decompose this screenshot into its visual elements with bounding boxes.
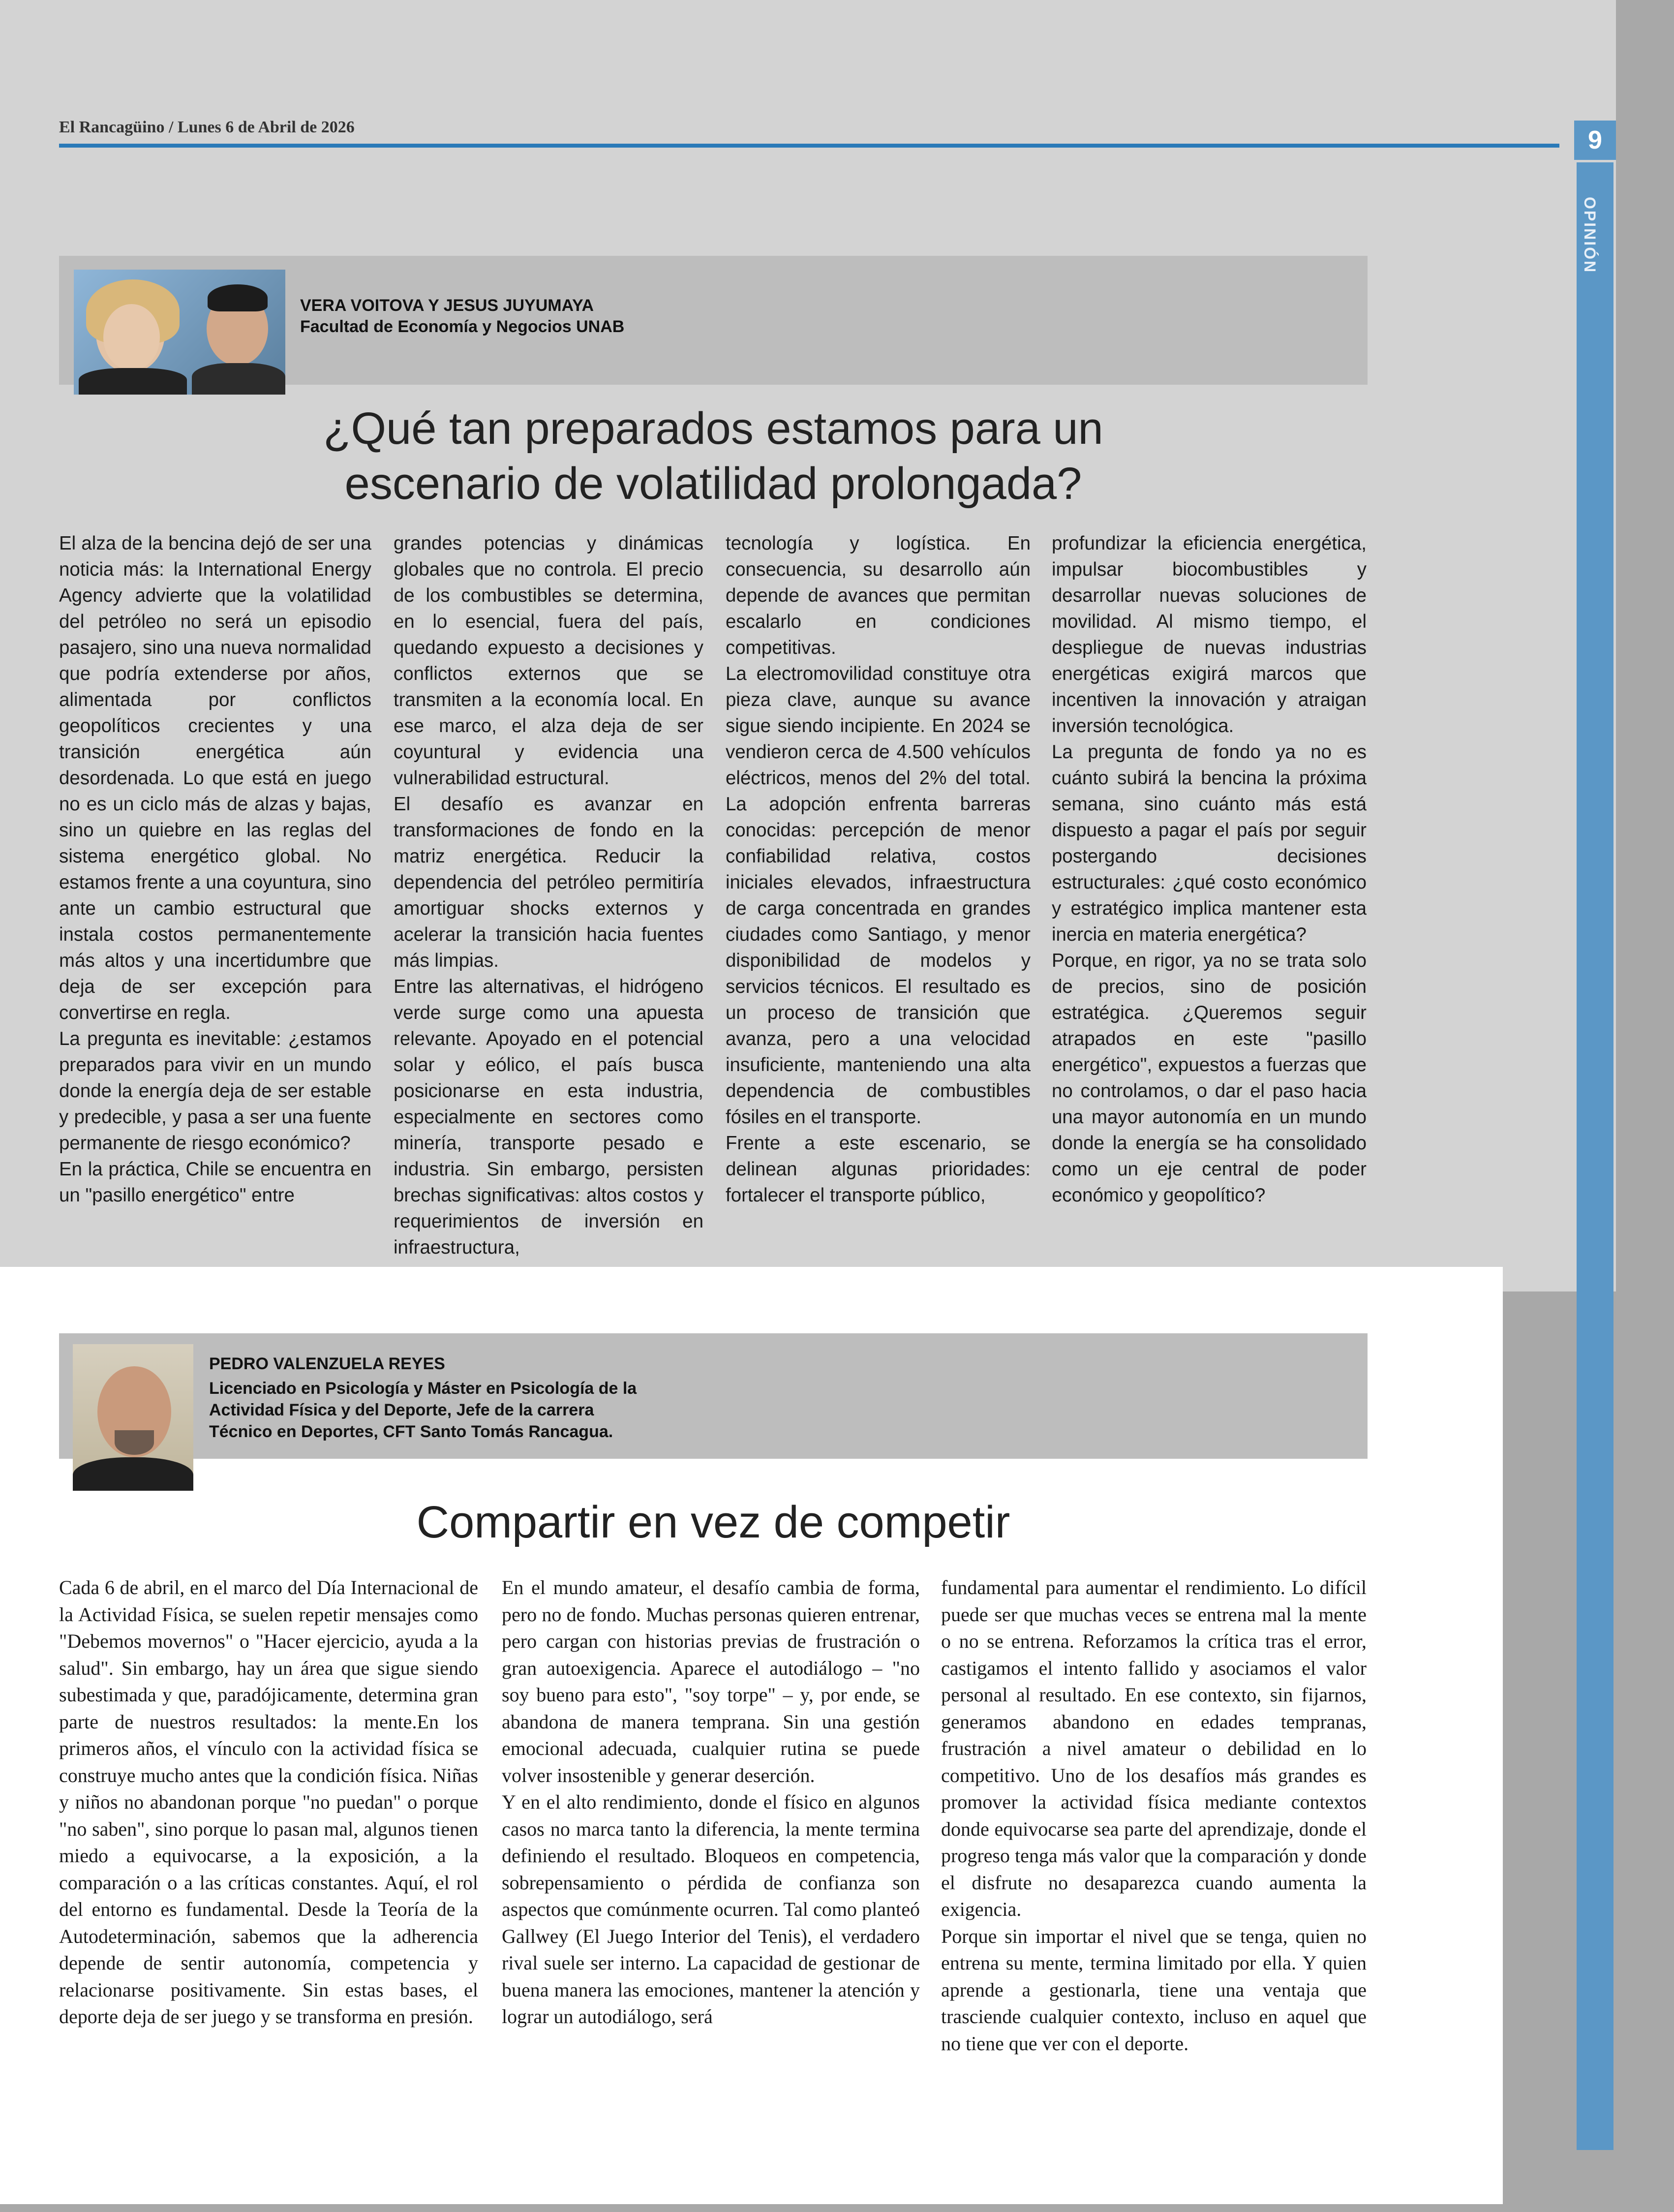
article2-column-1: [59, 1574, 478, 2030]
author-beard: [115, 1430, 154, 1455]
authors-photo: [74, 270, 285, 395]
article2-column-2-text: En el mundo amateur, el desafío cambia de forma, pero no de fondo. Muchas personas quieren entrenar, pero cargan con historias previas de frustración o gran autoexigencia. Aparece el autodiálogo – "no soy bueno para esto", "soy torpe" – y, por ende, se abandona de manera temprana. Sin una gestión emocional adecuada, cualquier rutina se puede volver insostenible y generar deserción. Y en el alto rendimiento, donde el físico en algunos casos no marca tanto la diferencia, la mente termina definiendo el resultado. Bloqueos en competencia, sobrepensamiento o pérdida de confianza son aspectos que comúnmente ocurren. Tal como planteó Gallwey (El Juego Interior del Tenis), el verdadero rival suele ser interno. La capacidad de gestionar de buena manera las emociones, mantener la atención y lograr un autodiálogo, será: [502, 1576, 920, 2028]
article2-column-2: [502, 1574, 920, 2030]
article1-authors: VERA VOITOVA Y JESUS JUYUMAYA: [300, 296, 594, 315]
article1-column-4-text: profundizar la eficiencia energética, impulsar biocombustibles y desarrollar nuevas soluciones de movilidad. Al mismo tiempo, el despliegue de nuevas industrias energéticas exigirá marcos que incentiven la innovación y atraigan inversión tecnológica. La pregunta de fondo ya no es cuánto subirá la bencina la próxima semana, sino cuánto más está dispuesto a pagar el país por seguir postergando decisiones estructurales: ¿qué costo económico y estratégico implica mantener esta inercia en materia energética? Porque, en rigor, ya no se trata solo de precios, sino de posición estratégica. ¿Queremos seguir atrapados en este "pasillo energético", expuestos a fuerzas que no controlamos, o dar el paso hacia una mayor autonomía en un mundo donde la energía se ha consolidado como un eje central de poder económico y geopolítico?: [1052, 533, 1367, 1206]
section-sidebar: [1577, 162, 1613, 2150]
article1-column-4: [1052, 530, 1367, 1208]
article2-affiliation: Licenciado en Psicología y Máster en Psicología de la Actividad Física y del Deporte, Jefe de la carrera Técnico en Deportes, CFT Santo Tomás Rancagua.: [209, 1379, 637, 1441]
author-face-1b: [103, 304, 160, 370]
author-body-2: [192, 363, 285, 395]
article1-column-2: [394, 530, 703, 1260]
article1-column-2-text: grandes potencias y dinámicas globales que no controla. El precio de los combustibles se determina, en lo esencial, fuera del país, quedando expuesto a decisiones y conflictos externos que se transmiten a la economía local. En ese marco, el alza deja de ser coyuntural y evidencia una vulnerabilidad estructural. El desafío es avanzar en transformaciones de fondo en la matriz energética. Reducir la dependencia del petróleo permitiría amortiguar shocks externos y acelerar la transición hacia fuentes más limpias. Entre las alternativas, el hidrógeno verde surge como una apuesta relevante. Apoyado en el potencial solar y eólico, el país busca posicionarse en esta industria, especialmente en sectores como minería, transporte pesado e industria. Sin embargo, persisten brechas significativas: altos costos y requerimientos de inversión en infraestructura,: [394, 533, 703, 1258]
author-body: [73, 1457, 193, 1491]
header-rule: [59, 144, 1559, 148]
page-number: 9: [1574, 121, 1616, 160]
article2-column-3: [941, 1574, 1367, 2057]
page-header: [59, 118, 1559, 148]
article2-author: PEDRO VALENZUELA REYES: [209, 1354, 445, 1373]
article1-column-1: [59, 530, 371, 1208]
author-body-1: [79, 368, 187, 395]
article1-title: ¿Qué tan preparados estamos para un escenario de volatilidad prolongada?: [323, 403, 1103, 509]
publication-line: El Rancagüino / Lunes 6 de Abril de 2026: [59, 118, 355, 136]
article1-affiliation: Facultad de Economía y Negocios UNAB: [300, 317, 625, 336]
author-photo: [73, 1344, 193, 1491]
article2-column-1-text: Cada 6 de abril, en el marco del Día Internacional de la Actividad Física, se suelen repetir mensajes como "Debemos movernos" o "Hacer ejercicio, ayuda a la salud". Sin embargo, hay un área que sigue siendo subestimada y que, paradójicamente, determina gran parte de nuestros resultados: la mente.En los primeros años, el vínculo con la actividad física se construye mucho antes que la condición física. Niñas y niños no abandonan porque "no puedan" o porque "no saben", sino porque lo pasan mal, algunos tienen miedo a equivocarse, a la exposición, a la comparación o a las críticas constantes. Aquí, el rol del entorno es fundamental. Desde la Teoría de la Autodeterminación, sabemos que la adherencia depende de sentir autonomía, competencia y relacionarse positivamente. Sin estas bases, el deporte deja de ser juego y se transforma en presión.: [59, 1576, 478, 2028]
article1-column-3: [726, 530, 1031, 1208]
article1-column-1-text: El alza de la bencina dejó de ser una noticia más: la International Energy Agency advierte que la volatilidad del petróleo no será un episodio pasajero, sino una nueva normalidad que podría extenderse por años, alimentada por conflictos geopolíticos crecientes y una transición energética aún desordenada. Lo que está en juego no es un ciclo más de alzas y bajas, sino un quiebre en las reglas del sistema energético global. No estamos frente a una coyuntura, sino ante un cambio estructural que instala costos permanentemente más altos y una incertidumbre que deja de ser excepción para convertirse en regla. La pregunta es inevitable: ¿estamos preparados para vivir en un mundo donde la energía deja de ser estable y predecible, y pasa a ser una fuente permanente de riesgo económico? En la práctica, Chile se encuentra en un "pasillo energético" entre: [59, 533, 371, 1206]
article1-column-3-text: tecnología y logística. En consecuencia, su desarrollo aún depende de avances que permitan escalarlo en condiciones competitivas. La electromovilidad constituye otra pieza clave, aunque su avance sigue siendo incipiente. En 2024 se vendieron cerca de 4.500 vehículos eléctricos, menos del 2% del total. La adopción enfrenta barreras conocidas: percepción de menor confiabilidad relativa, costos iniciales elevados, infraestructura de carga concentrada en grandes ciudades como Santiago, y menor disponibilidad de modelos y servicios técnicos. El resultado es un proceso de transición que avanza, pero a una velocidad insuficiente, manteniendo una alta dependencia de combustibles fósiles en el transporte. Frente a este escenario, se delinean algunas prioridades: fortalecer el transporte público,: [726, 533, 1031, 1206]
article2-column-3-text: fundamental para aumentar el rendimiento. Lo difícil puede ser que muchas veces se entrena mal la mente o no se entrena. Reforzamos la crítica tras el error, castigamos el intento fallido y asociamos el valor personal al resultado. En ese contexto, sin fijarnos, generamos abandono en edades tempranas, frustración a nivel amateur o debilidad en lo competitivo. Uno de los desafíos más grandes es promover la actividad física mediante contextos donde equivocarse sea parte del aprendizaje, donde el progreso tenga más valor que la comparación y donde el disfrute no desaparezca cuando aumenta la exigencia. Porque sin importar el nivel que se tenga, quien no entrena su mente, termina limitado por ella. Y quien aprende a gestionarla, tiene una ventaja que trasciende cualquier contexto, incluso en aquel que no tiene que ver con el deporte.: [941, 1576, 1367, 2055]
section-label: OPINIÓN: [1581, 197, 1599, 274]
article1-byline-box: [59, 256, 1368, 385]
article2-title: Compartir en vez de competir: [416, 1497, 1010, 1547]
author-hair-2: [208, 284, 268, 311]
article2-byline-box: [59, 1333, 1368, 1459]
